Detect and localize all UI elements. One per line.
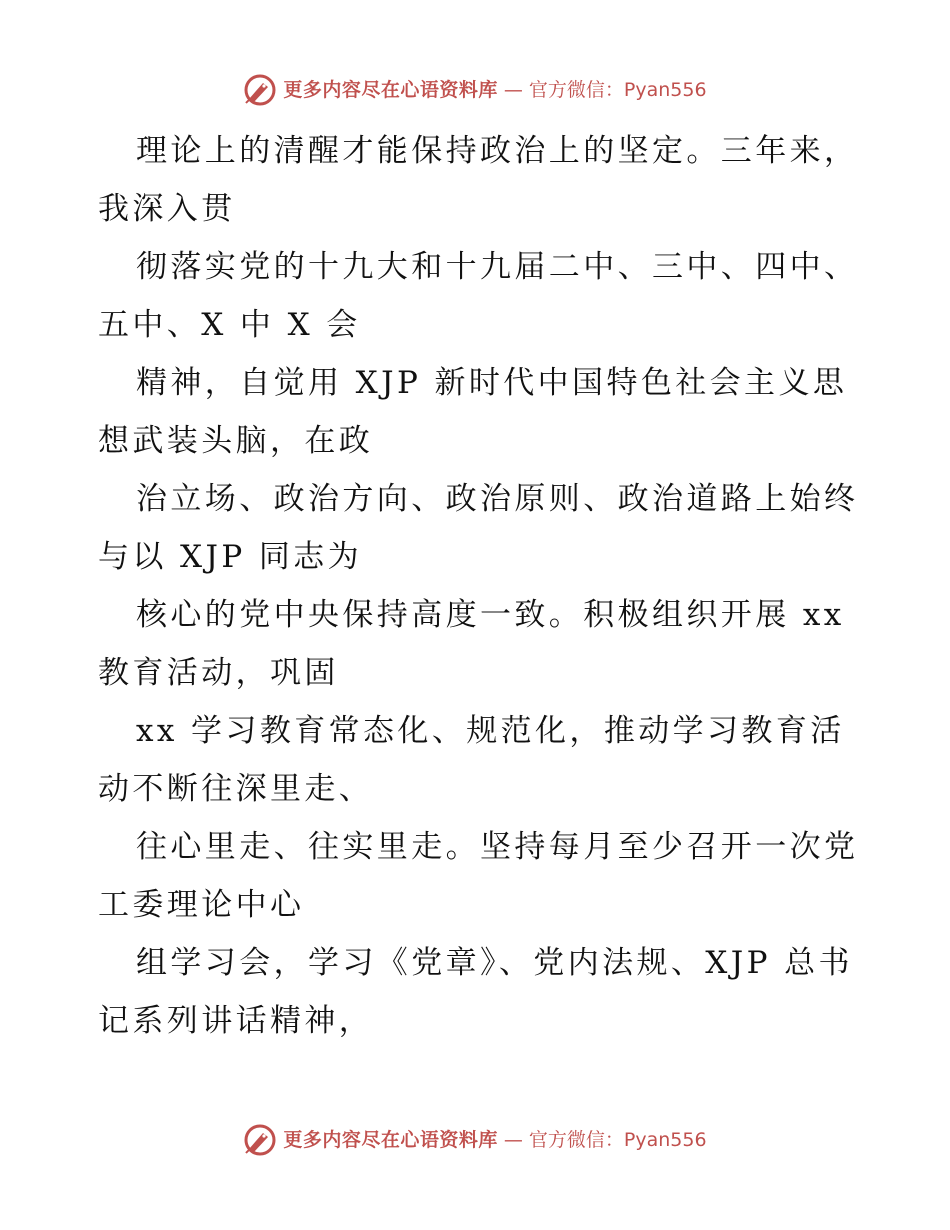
footer-banner [0, 1120, 950, 1160]
paragraph-line: 与以 XJP 同志为 [98, 539, 363, 575]
paragraph-line: 精神，自觉用 XJP 新时代中国特色社会主义思 [136, 365, 848, 401]
paragraph-line: 五中、X 中 X 会 [98, 307, 361, 343]
footer-banner-content [243, 1123, 706, 1157]
paragraph-line: 理论上的清醒才能保持政治上的坚定。三年来， [136, 133, 859, 169]
paragraph-line: 教育活动，巩固 [98, 655, 339, 691]
footer-banner-separator: — [503, 1128, 523, 1151]
document-body [98, 122, 858, 1050]
paragraph-line: xx 学习教育常态化、规范化，推动学习教育活 [136, 713, 845, 749]
paragraph-line: 治立场、政治方向、政治原则、政治道路上始终 [136, 481, 859, 517]
paragraph-line: 我深入贯 [98, 191, 236, 227]
paragraph-line: 记系列讲话精神， [98, 1003, 374, 1039]
paragraph-line: 核心的党中央保持高度一致。积极组织开展 xx [136, 597, 845, 633]
paragraph-line: 想武装头脑，在政 [98, 423, 374, 459]
header-banner-title: 更多内容尽在心语资料库 [283, 78, 498, 101]
paragraph-line: 往心里走、往实里走。坚持每月至少召开一次党 [136, 829, 859, 865]
header-banner-separator: — [503, 78, 523, 101]
paragraph-line: 工委理论中心 [98, 887, 305, 923]
pen-nib-logo-icon [243, 1123, 277, 1157]
header-banner-content [243, 73, 706, 107]
header-banner [0, 70, 950, 110]
footer-banner-contact: 官方微信：Pyan556 [528, 1128, 707, 1151]
paragraph-line: 彻落实党的十九大和十九届二中、三中、四中、 [136, 249, 859, 285]
paragraph-line: 动不断往深里走、 [98, 771, 374, 807]
pen-nib-logo-icon [243, 73, 277, 107]
paragraph-line: 组学习会，学习《党章》、党内法规、XJP 总书 [136, 945, 853, 981]
header-banner-contact: 官方微信：Pyan556 [528, 78, 707, 101]
footer-banner-title: 更多内容尽在心语资料库 [283, 1128, 498, 1151]
